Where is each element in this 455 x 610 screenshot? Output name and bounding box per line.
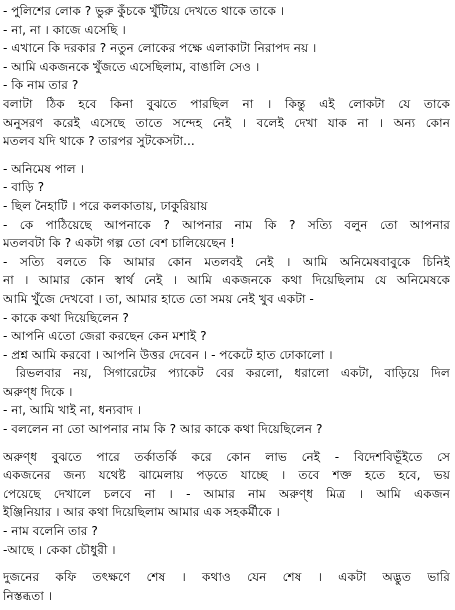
paragraph-gap [3,439,450,448]
text-line: - এখানে কি দরকার ? নতুন লোকের পক্ষে এলাকাটা নিরাপদ নয় । [3,41,317,56]
text-line: - বললেন না তো আপনার নাম কি ? আর কাকে কথা দিয়েছিলেন ? [3,422,323,437]
paragraph-line: নিস্তব্ধতা । [3,588,53,603]
text-line: রিভলবার নয়, সিগারেটের প্যাকেট বের করলো, ধরালো একটা, বাড়িয়ে দিল [16,366,450,381]
text-line: - নাম বলেনি তার ? [3,524,98,539]
text-line: অরুণ্ধ দিকে । [3,384,73,399]
text-line: - আমি একজনকে খুঁজতে এসেছিলাম, বাঙালি সেও । [3,59,260,74]
text-line: - সত্যি বলতে কি আমার কোন মতলবই নেই । আমি অনিমেষবাবুকে চিনিই [3,254,450,269]
text-line: - প্রশ্ন আমি করবো । আপনি উত্তর দেবেন । - পকেটে হাত ঢোকালো । [3,347,333,362]
text-line: - আপনি এতো জেরা করছেন কেন মশাই ? [3,329,207,344]
text-line: আমি খুঁজে দেখবো । তা, আমার হাতে তো সময় নেই খুব একটা - [3,291,314,306]
paragraph-line: ইঞ্জিনিয়ার । আর কথা দিয়েছিলাম আমার এক সহকর্মীকে । [3,505,280,520]
text-line: - পুলিশের লোক ? ভুরু কুঁচকে খুঁটিয়ে দেখতে থাকে তাকে । [3,4,285,18]
paragraph-line: দুজনের কফি তৎক্ষণে শেষ । কথাও যেন শেষ । একটা অদ্ভুত ভারি [3,570,450,585]
text-line: - অনিমেষ পাল । [3,161,84,176]
paragraph-line: পেয়েছে দেখালে চলবে না । - আমার নাম অরুণ্ধ মিত্র । আমি একজন [3,486,450,501]
paragraph-gap [3,151,450,160]
text-line: - কে পাঠিয়েছে আপনাকে ? আপনার নাম কি ? সত্যি বলুন তো আপনার [3,217,450,232]
text-line: - কি নাম তার ? [3,78,79,93]
text-line: - না, আমি খাই না, ধন্যবাদ । [3,403,142,418]
paragraph-gap [3,559,450,568]
text-line: - না, না । কাজে এসেছি । [3,22,126,37]
text-line: না । আমার কোন স্বার্থ নেই । আমি একজনকে কথা দিয়েছিলাম যে অনিমেষকে [3,273,450,288]
paragraph-line: একজনের জন্য যথেষ্ট ঝামেলায় পড়তে যাচ্ছে । তবে শক্ত হতে হবে, ভয় [3,468,450,483]
text-line: - ছিল নৈহাটি । পরে কলকাতায়, ঢাকুরিয়ায় [3,198,208,213]
paragraph-line: অরুণ্ধ বুঝতে পারে তর্কাতর্কি করে কোন লাভ নেই - বিদেশবিভূঁইতে সে [3,449,450,464]
paragraph-line: বলাটা ঠিক হবে কিনা বুঝতে পারছিল না । কিন্তু এই লোকটা যে তাকে [3,96,450,111]
text-line: মতলবটা কি ? একটা গল্প তো বেশ চালিয়েছেন ! [3,236,235,251]
paragraph-line: মতলব যদি থাকে ? তারপর সুটকেসটা... [3,134,195,149]
text-line: -আছে । কেকা চৌধুরী । [3,542,116,557]
paragraph-line: অনুসরণ করেই এসেছে তাতে সন্দেহ নেই । বলেই দেখা যাক না । অন্য কোন [3,115,450,130]
text-line: - বাড়ি ? [3,180,45,195]
text-line: - কাকে কথা দিয়েছিলেন ? [3,310,129,325]
